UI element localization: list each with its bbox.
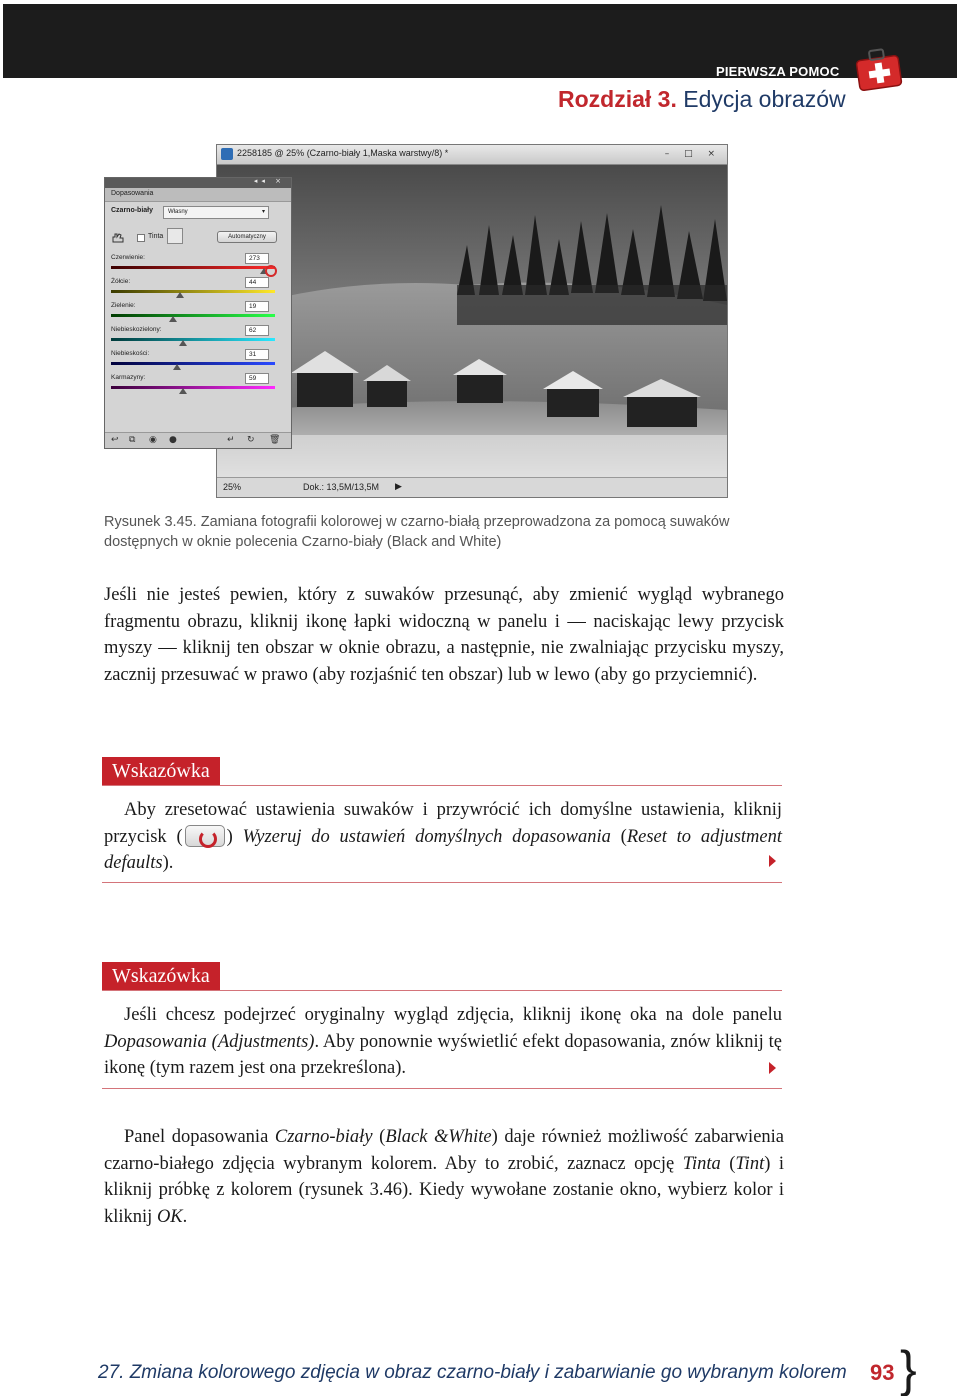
- figure-screenshot: [104, 144, 728, 500]
- panel-tabbar: [105, 188, 291, 202]
- footer-section-title: 27. Zmiana kolorowego zdjęcia w obraz czarno-biały i zabarwianie go wybranym kolorem: [98, 1362, 847, 1383]
- chapter-name: Edycja obrazów: [683, 86, 846, 112]
- document-titlebar: [217, 145, 727, 165]
- status-menu-arrow-icon[interactable]: ▶: [395, 481, 402, 491]
- paragraph: Jeśli nie jesteś pewien, który z suwaków przesunąć, aby zmienić wygląd wybranego fragmentu obrazu, kliknij ikonę łapki widoczną w panelu i — naciskając lewy przycisk myszy — kliknij ten obszar w oknie obrazu, a następnie, nie zwalniając przycisku myszy, zacznij przesuwać w prawo (aby rozjaśnić ten obszar) lub w lewo (aby go przyciemnić).: [104, 585, 784, 686]
- panel-footer: [105, 432, 291, 448]
- slider-track[interactable]: [111, 386, 275, 389]
- slider-label: Zielenie:: [111, 302, 136, 309]
- slider-label: Karmazyny:: [111, 374, 146, 381]
- tip-heading: Wskazówka: [102, 962, 220, 990]
- page-number: 93: [870, 1360, 895, 1385]
- tip-text-part: (: [620, 826, 627, 847]
- window-buttons[interactable]: – □ ×: [664, 149, 721, 159]
- divider: [102, 785, 782, 786]
- tint-label: Tinta: [148, 233, 164, 240]
- targeted-adjustment-hand-icon[interactable]: [111, 232, 125, 244]
- adjustments-panel: [104, 177, 292, 449]
- auto-button[interactable]: Automatyczny: [217, 231, 277, 243]
- slider-label: Czerwienie:: [111, 254, 145, 261]
- paragraph-part: (: [729, 1153, 736, 1174]
- slider-track[interactable]: [111, 266, 275, 269]
- divider: [102, 1088, 782, 1089]
- tip-box: [102, 757, 782, 887]
- photoshop-icon: [221, 148, 233, 160]
- divider: [102, 882, 782, 883]
- slider-track[interactable]: [111, 362, 275, 365]
- slider-thumb[interactable]: [176, 292, 184, 298]
- document-window: [216, 144, 728, 498]
- tip-italic: Dopasowania (Adjustments): [104, 1031, 315, 1052]
- adjustment-name: Czarno-biały: [111, 207, 154, 214]
- slider-label: Żółcie:: [111, 278, 131, 285]
- reset-icon[interactable]: ↻: [247, 435, 255, 445]
- color-slider[interactable]: [111, 326, 281, 350]
- paragraph-italic: Black &White: [385, 1127, 492, 1147]
- slider-thumb[interactable]: [179, 388, 187, 394]
- divider: [102, 990, 782, 991]
- view-previous-icon[interactable]: ●: [169, 435, 177, 445]
- paragraph-italic: Czarno-biały: [274, 1127, 373, 1147]
- preset-select[interactable]: [163, 206, 269, 219]
- paragraph: [104, 1124, 784, 1231]
- slider-value-input[interactable]: 59: [245, 373, 269, 384]
- figure-caption: Rysunek 3.45. Zamiana fotografii kolorowej w czarno-białą przeprowadzona za pomocą suwaków dostępnych w oknie polecenia Czarno-biały (Black and White): [104, 514, 730, 550]
- paragraph-italic: Tinta: [682, 1153, 721, 1174]
- color-slider[interactable]: [111, 350, 281, 374]
- return-icon[interactable]: ↩: [111, 435, 119, 445]
- page-brace: }: [900, 1341, 917, 1396]
- paragraph-part: (: [379, 1127, 386, 1147]
- slider-thumb[interactable]: [173, 364, 181, 370]
- paragraph-part: Panel dopasowania: [124, 1127, 269, 1147]
- tint-color-swatch[interactable]: [167, 228, 183, 244]
- panel-collapse-buttons[interactable]: ◂◂ ×: [253, 177, 285, 185]
- series-label: PIERWSZA POMOC: [716, 64, 840, 79]
- first-aid-kit-icon: [852, 46, 906, 92]
- end-marker-icon: [769, 855, 776, 867]
- slider-track[interactable]: [111, 314, 275, 317]
- slider-track[interactable]: [111, 290, 275, 293]
- tip-text-part: ).: [162, 853, 174, 874]
- photo-canvas: [217, 165, 727, 479]
- document-title: 2258185 @ 25% (Czarno-biały 1,Maska warstwy/8) *: [237, 148, 449, 158]
- color-slider[interactable]: [111, 374, 281, 398]
- tip-heading: Wskazówka: [102, 757, 220, 785]
- color-slider[interactable]: [111, 302, 281, 326]
- return-arrow-icon[interactable]: ↵: [227, 435, 235, 445]
- preset-value: Własny: [168, 209, 188, 215]
- trash-icon[interactable]: 🗑: [269, 435, 281, 445]
- tip-italic: Wyzeruj do ustawień domyślnych dopasowania: [242, 826, 611, 847]
- slider-value-input[interactable]: 44: [245, 277, 269, 288]
- end-marker-icon: [769, 1062, 776, 1074]
- panel-topbar: [105, 178, 291, 188]
- tip-text: [104, 797, 782, 877]
- chevron-down-icon: ▾: [261, 209, 265, 215]
- highlight-circle: [265, 265, 277, 277]
- tip-text-part: . Aby ponownie wyświetlić efekt dopasowania, znów kliknij tę ikonę (tym razem jest ona przekreślona).: [104, 1031, 782, 1079]
- paragraph-part: .: [182, 1207, 188, 1228]
- slider-thumb[interactable]: [179, 340, 187, 346]
- chapter-label: Rozdział 3.: [558, 86, 677, 112]
- slider-label: Niebieskości:: [111, 350, 150, 357]
- tint-checkbox[interactable]: [137, 234, 145, 242]
- paragraph-part: ) i kliknij próbkę z kolorem (rysunek 3.46). Kiedy wywołane zostanie okno, wybierz kolor i kliknij: [104, 1153, 785, 1228]
- tip-italic: Reset to adjustment defaults: [104, 826, 783, 874]
- tip-text-part: Jeśli chcesz podejrzeć oryginalny wygląd zdjęcia, kliknij ikonę oka na dole panelu: [124, 1005, 782, 1025]
- slider-thumb[interactable]: [169, 316, 177, 322]
- slider-track[interactable]: [111, 338, 275, 341]
- winter-landscape-photo: [217, 165, 727, 479]
- tip-text-part: Aby zresetować ustawienia suwaków i przywrócić ich domyślne ustawienia, kliknij przycisk (: [104, 800, 782, 847]
- eye-icon[interactable]: ◉: [149, 435, 157, 445]
- slider-value-input[interactable]: 273: [245, 253, 269, 264]
- tip-text-part: ): [226, 826, 233, 847]
- color-slider[interactable]: [111, 278, 281, 302]
- slider-value-input[interactable]: 19: [245, 301, 269, 312]
- clip-layer-icon[interactable]: ⧉: [129, 435, 136, 445]
- slider-label: Niebieskozielony:: [111, 326, 162, 333]
- slider-value-input[interactable]: 31: [245, 349, 269, 360]
- slider-value-input[interactable]: 62: [245, 325, 269, 336]
- paragraph-part: ) daje również możliwość zabarwienia czarno-białego zdjęcia wybranym kolorem. Aby to zrobić, zaznacz opcję: [104, 1127, 785, 1174]
- document-statusbar: [217, 477, 727, 497]
- tab-adjustments[interactable]: Dopasowania: [111, 190, 154, 197]
- color-slider[interactable]: [111, 254, 281, 278]
- paragraph-italic: Tint: [735, 1153, 765, 1174]
- document-size: Dok.: 13,5M/13,5M: [303, 482, 380, 492]
- paragraph-italic: OK: [156, 1207, 183, 1228]
- tip-box: [102, 962, 782, 1092]
- reset-button-icon: [185, 825, 225, 847]
- chapter-title: [558, 86, 846, 113]
- zoom-level[interactable]: 25%: [223, 482, 242, 492]
- tip-text: [104, 1002, 782, 1082]
